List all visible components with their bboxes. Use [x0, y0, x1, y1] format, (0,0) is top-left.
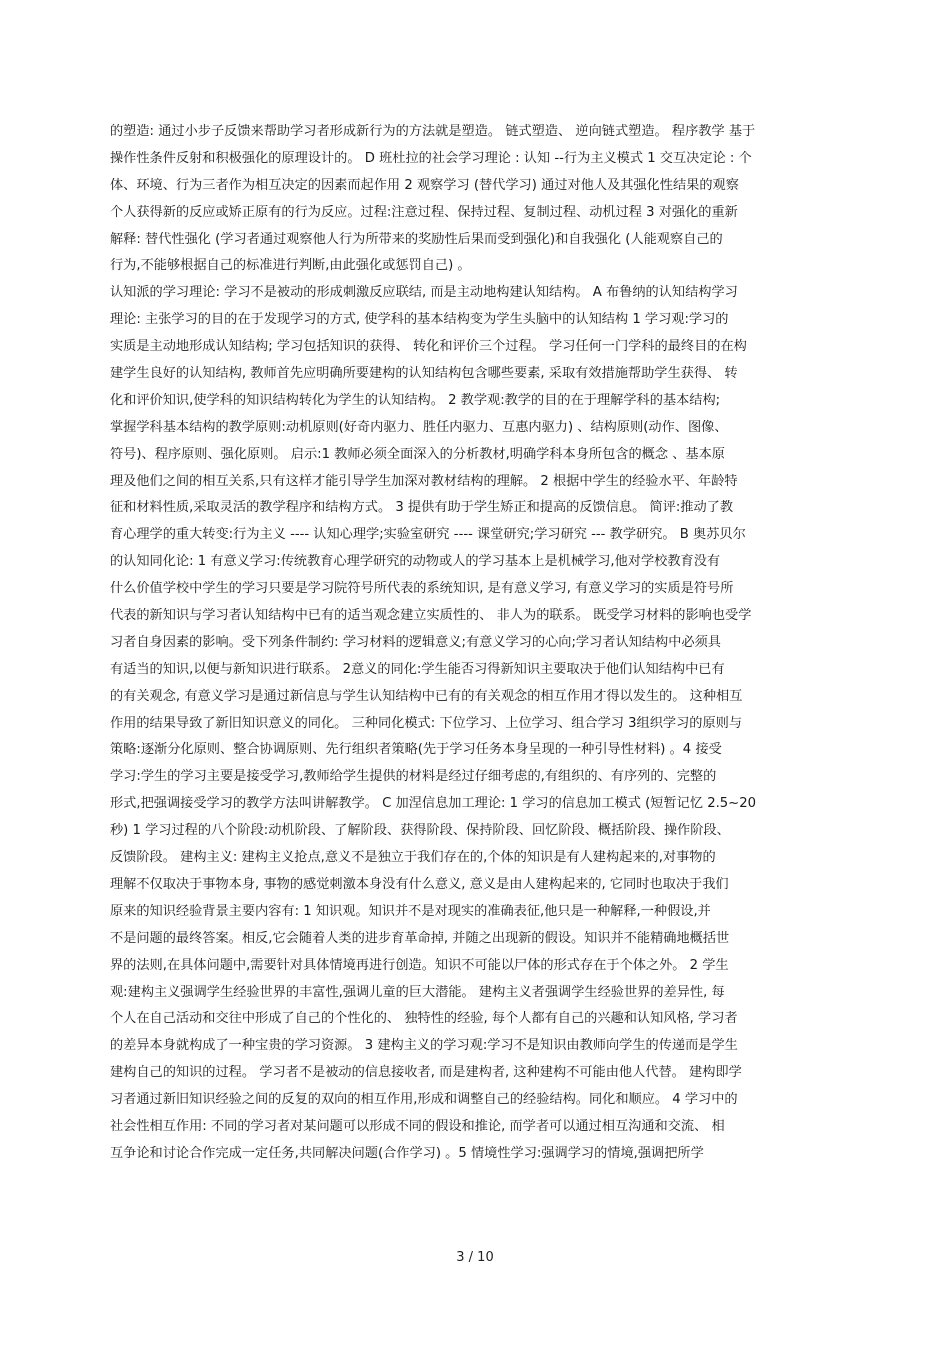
text-line: 实质是主动地形成认知结构; 学习包括知识的获得、 转化和评价三个过程。 学习任何一门学科的最终目的在构	[110, 339, 747, 355]
text-line: 反馈阶段。 建构主义: 建构主义抢点,意义不是独立于我们存在的,个体的知识是有人建构起来的,对事物的	[110, 850, 716, 866]
text-line: 代表的新知识与学习者认知结构中已有的适当观念建立实质性的、 非人为的联系。 既受学习材料的影响也受学	[110, 608, 752, 624]
text-line: 界的法则,在具体问题中,需要针对具体情境再进行创造。知识不可能以尸体的形式存在于个体之外。 2 学生	[110, 957, 729, 973]
text-line: 理论: 主张学习的目的在于发现学习的方式, 使学科的基本结构变为学生头脑中的认知结构 1 学习观:学习的	[110, 312, 729, 328]
text-line: 符号)、程序原则、强化原则。 启示:1 教师必须全面深入的分析教材,明确学科本身所包含的概念 、基本原	[110, 446, 725, 462]
text-line: 个人在自己活动和交往中形成了自己的个性化的、 独特性的经验, 每个人都有自己的兴趣和认知风格, 学习者	[110, 1011, 738, 1027]
text-line: 策略:逐渐分化原则、整合协调原则、先行组织者策略(先于学习任务本身呈现的一种引导性材料) 。4 接受	[110, 742, 722, 758]
text-line: 理解不仅取决于事物本身, 事物的感觉刺激本身没有什么意义, 意义是由人建构起来的, 它同时也取决于我们	[110, 876, 729, 892]
text-line: 行为,不能够根据自己的标准进行判断,由此强化或惩罚自己) 。	[110, 258, 471, 274]
text-line: 有适当的知识,以便与新知识进行联系。 2意义的同化:学生能否习得新知识主要取决于他们认知结构中已有	[110, 661, 725, 677]
text-line: 的认知同化论: 1 有意义学习:传统教育心理学研究的动物或人的学习基本上是机械学习,他对学校教育没有	[110, 554, 721, 570]
text-line: 体、环境、行为三者作为相互决定的因素而起作用 2 观察学习 (替代学习) 通过对他人及其强化性结果的观察	[110, 177, 739, 193]
text-line: 社会性相互作用: 不同的学习者对某问题可以形成不同的假设和推论, 而学者可以通过相互沟通和交流、 相	[110, 1118, 725, 1134]
text-line: 形式,把强调接受学习的教学方法叫讲解教学。 C 加涅信息加工理论: 1 学习的信息加工模式 (短暂记忆 2.5~20	[110, 796, 757, 812]
text-line: 理及他们之间的相互关系,只有这样才能引导学生加深对教材结构的理解。 2 根据中学生的经验水平、年龄特	[110, 473, 738, 489]
text-line: 育心理学的重大转变:行为主义 ---- 认知心理学;实验室研究 ---- 课堂研究;学习研究 --- 教学研究。 B 奥苏贝尔	[110, 527, 746, 543]
text-line: 的差异本身就构成了一种宝贵的学习资源。 3 建构主义的学习观:学习不是知识由教师向学生的传递而是学生	[110, 1038, 738, 1054]
text-line: 原来的知识经验背景主要内容有: 1 知识观。知识并不是对现实的准确表征,他只是一种解释,一种假设,并	[110, 903, 711, 919]
body-text	[110, 119, 910, 1168]
text-line: 的塑造: 通过小步子反馈来帮助学习者形成新行为的方法就是塑造。 链式塑造、 逆向链式塑造。 程序教学 基于	[110, 124, 756, 139]
text-line: 秒) 1 学习过程的八个阶段:动机阶段、了解阶段、获得阶段、保持阶段、回忆阶段、概括阶段、操作阶段、	[110, 823, 730, 839]
text-line: 学习:学生的学习主要是接受学习,教师给学生提供的材料是经过仔细考虑的,有组织的、有序列的、完整的	[110, 769, 717, 785]
text-line: 操作性条件反射和积极强化的原理设计的。 D 班杜拉的社会学习理论 : 认知 --行为主义模式 1 交互决定论 : 个	[110, 150, 752, 166]
text-line: 建构自己的知识的过程。 学习者不是被动的信息接收者, 而是建构者, 这种建构不可能由他人代替。 建构即学	[110, 1065, 742, 1081]
text-line: 作用的结果导致了新旧知识意义的同化。 三种同化模式: 下位学习、上位学习、组合学习 3组织学习的原则与	[110, 715, 743, 731]
text-line: 的有关观念, 有意义学习是通过新信息与学生认知结构中已有的有关观念的相互作用才得以发生的。 这种相互	[110, 688, 743, 704]
text-line: 互争论和讨论合作完成一定任务,共同解决问题(合作学习) 。5 情境性学习:强调学习的情境,强调把所学	[110, 1145, 704, 1161]
text-line: 个人获得新的反应或矫正原有的行为反应。过程:注意过程、保持过程、复制过程、动机过程 3 对强化的重新	[110, 204, 738, 220]
text-line: 什么价值学校中学生的学习只要是学习院符号所代表的系统知识, 是有意义学习, 有意义学习的实质是符号所	[110, 581, 734, 597]
text-line: 建学生良好的认知结构, 教师首先应明确所要建构的认知结构包含哪些要素, 采取有效措施帮助学生获得、 转	[110, 366, 738, 382]
text-line: 不是问题的最终答案。相反,它会随着人类的进步育革命掉, 并随之出现新的假设。知识并不能精确地概括世	[110, 930, 730, 946]
text-line: 解释: 替代性强化 (学习者通过观察他人行为所带来的奖励性后果而受到强化)和自我强化 (人能观察自己的	[110, 231, 723, 247]
text-line: 化和评价知识,使学科的知识结构转化为学生的认知结构。 2 教学观:教学的目的在于理解学科的基本结构;	[110, 392, 721, 408]
text-line: 征和材料性质,采取灵活的教学程序和结构方式。 3 提供有助于学生矫正和提高的反馈信息。 简评:推动了教	[110, 500, 734, 516]
text-line: 掌握学科基本结构的教学原则:动机原则(好奇内驱力、胜任内驱力、互惠内驱力) 、结构原则(动作、图像、	[110, 419, 728, 435]
text-line: 认知派的学习理论: 学习不是被动的形成刺激反应联结, 而是主动地构建认知结构。 A 布鲁纳的认知结构学习	[110, 285, 738, 301]
text-line: 观:建构主义强调学生经验世界的丰富性,强调儿童的巨大潜能。 建构主义者强调学生经验世界的差异性, 每	[110, 984, 725, 1000]
text-line: 习者自身因素的影响。受下列条件制约: 学习材料的逻辑意义;有意义学习的心向;学习者认知结构中必须具	[110, 634, 721, 650]
text-line: 习者通过新旧知识经验之间的反复的双向的相互作用,形成和调整自己的经验结构。同化和顺应。 4 学习中的	[110, 1092, 738, 1108]
page-number: 3 / 10	[456, 1250, 494, 1265]
